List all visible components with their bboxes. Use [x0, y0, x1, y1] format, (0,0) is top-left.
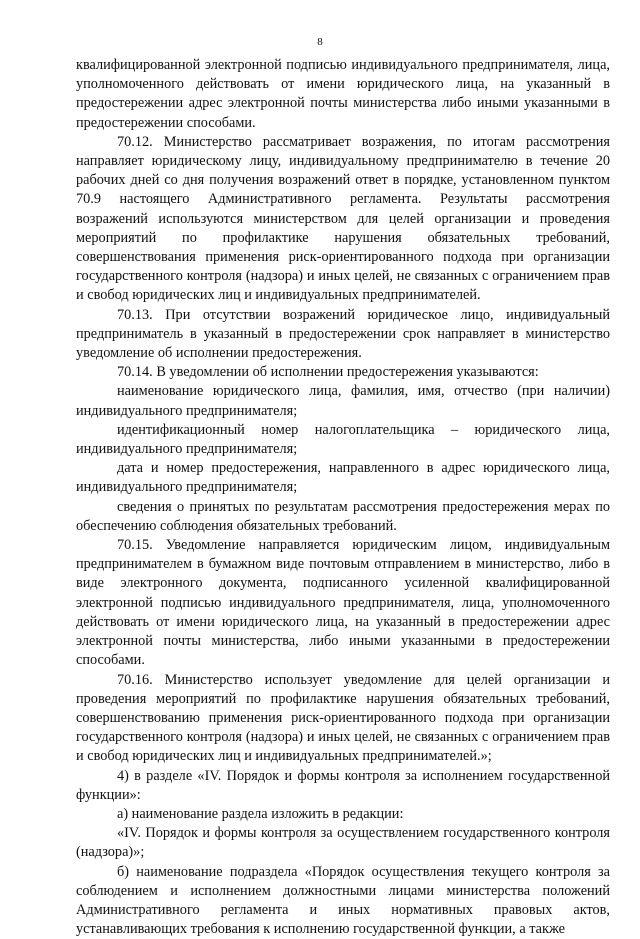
- page-number: 8: [317, 36, 323, 48]
- document-body: [76, 56, 610, 939]
- paragraph: 70.13. При отсутствии возражений юридическое лицо, индивидуальный предприниматель в указанный в предостережении срок направляет в министерство уведомление об исполнении предостережения.: [76, 306, 610, 362]
- paragraph: квалифицированной электронной подписью индивидуального предпринимателя, лица, уполномоченного действовать от имени юридического лица, на указанный в предостережении адрес электронной почты министерства либо иными указанными в предостережении способами.: [76, 57, 610, 131]
- list-item: сведения о принятых по результатам рассмотрения предостережения мерах по обеспечению соблюдения обязательных требований.: [76, 498, 610, 534]
- paragraph: 70.15. Уведомление направляется юридическим лицом, индивидуальным предпринимателем в бумажном виде почтовым отправлением в министерство, либо в виде электронного документа, подписанного усиленной квалифицированной электронной подписью индивидуального предпринимателя, лица, уполномоченного действовать от имени юридического лица, на указанный в предостережении адрес электронной почты министерства, либо иными указанными в предостережении способами.: [76, 537, 610, 669]
- paragraph: 4) в разделе «IV. Порядок и формы контроля за исполнением государственной функции»:: [76, 767, 610, 803]
- list-item: дата и номер предостережения, направленного в адрес юридического лица, индивидуального предпринимателя;: [76, 460, 610, 496]
- list-item: наименование юридического лица, фамилия, имя, отчество (при наличии) индивидуального предпринимателя;: [76, 383, 610, 419]
- list-item: идентификационный номер налогоплательщика – юридического лица, индивидуального предпринимателя;: [76, 421, 610, 458]
- paragraph: а) наименование раздела изложить в редакции:: [117, 805, 404, 822]
- paragraph: б) наименование подраздела «Порядок осуществления текущего контроля за соблюдением и исполнением должностными лицами министерства положений Административного регламента и иных нормативных правовых актов, устанавливающих требования к исполнению государственной функции, а также: [76, 863, 610, 938]
- paragraph: «IV. Порядок и формы контроля за осуществлением государственного контроля (надзора)»;: [76, 825, 610, 861]
- paragraph: 70.12. Министерство рассматривает возражения, по итогам рассмотрения направляет юридическому лицу, индивидуальному предпринимателю в течение 20 рабочих дней со дня получения возражений ответ в порядке, установленном пунктом 70.9 настоящего Административного регламента. Результаты рассмотрения возражений используются министерством для целей организации и проведения мероприятий по профилактике нарушения обязательных требований, совершенствования применения риск-ориентированного подхода при организации государственного контроля (надзора) и иных целей, не связанных с ограничением прав и свобод юридических лиц и индивидуальных предпринимателей.: [76, 133, 610, 304]
- paragraph: 70.16. Министерство использует уведомление для целей организации и проведения мероприятий по профилактике нарушения обязательных требований, совершенствованию применения риск-ориентированного подхода при организации государственного контроля (надзора) и иных целей, не связанных с ограничением прав и свобод юридических лиц и индивидуальных предпринимателей.»;: [76, 671, 610, 765]
- paragraph: 70.14. В уведомлении об исполнении предостережения указываются:: [117, 364, 539, 381]
